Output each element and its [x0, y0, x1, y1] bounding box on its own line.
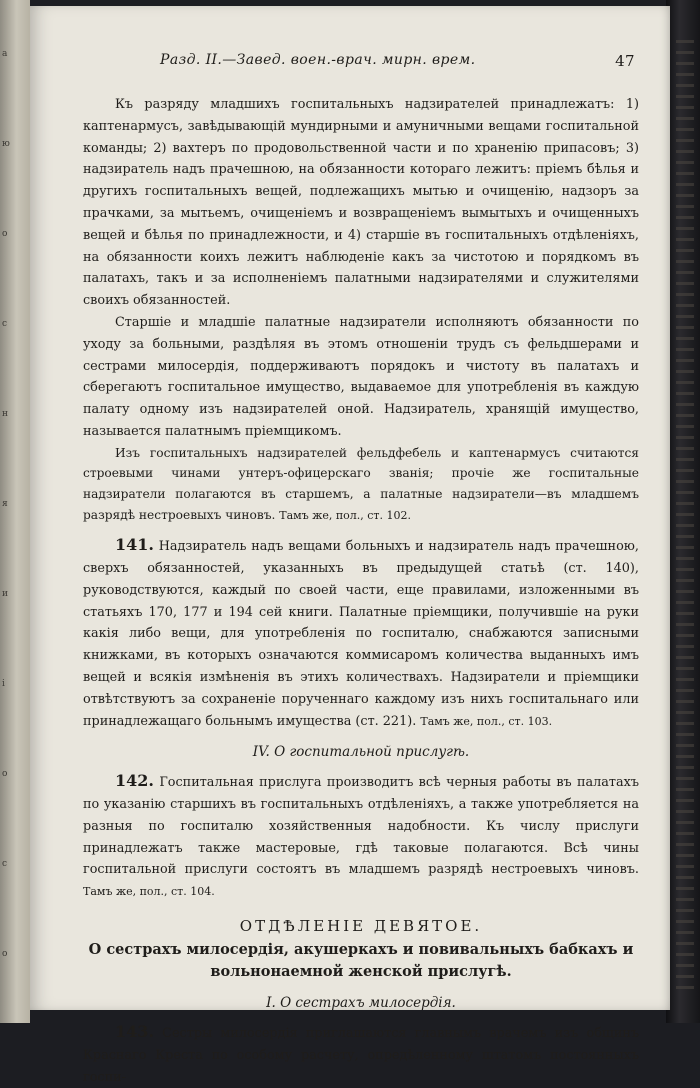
running-head-title: Разд. II.—Завед. воен.-врач. мирн. врем. [160, 52, 476, 68]
article-text: Надзиратель надъ вещами больныхъ и надзиратель надъ прачешною, сверхъ обязанностей, указанныхъ въ предыдущей статьѣ (ст. 140), руководствуются, каждый по своей части, еще правилами, изложенными въ статьяхъ 170, 177 и 194 сей книги. Палатные пріемщики, получившіе на руки какія либо вещи, для употребленія по госпиталю, снабжаются записными книжками, въ которыхъ означаются коммисаромъ количества выданныхъ имъ вещей и всякія измѣненія въ этихъ количествахъ. Надзиратели и пріемщики отвѣтствуютъ за сохраненіе порученнаго каждому изъ нихъ госпитальнаго или принадлежащаго больнымъ имущества (ст. 221). [83, 539, 639, 729]
paragraph-ranks [83, 443, 639, 526]
book-page [30, 6, 670, 1085]
left-page-letter: а [2, 49, 8, 59]
article-143 [83, 1021, 639, 1088]
section-title: ОТДѢЛЕНІЕ ДЕВЯТОЕ. [239, 917, 483, 936]
left-page-letter: ю [2, 139, 10, 149]
left-page-letter: н [2, 409, 8, 419]
left-page-letter: и [2, 589, 8, 599]
left-page-letter: с [2, 859, 8, 869]
left-page-letter: о [2, 229, 8, 239]
left-page-letter: і [2, 679, 5, 689]
running-head [160, 52, 635, 70]
article-text: Госпитальная прислуга производитъ всѣ черныя работы въ палатахъ по указанію старшихъ въ госпитальныхъ отдѣленіяхъ, а также употребляется на разныя по госпиталю хозяйственныя надобности. Къ числу прислуги принадлежатъ также мастеровые, гдѣ таковые полагаются. Всѣ чины госпитальной прислуги состоятъ въ младшемъ разрядѣ нестроевыхъ чиновъ. [83, 775, 639, 878]
section-subtitle: О сестрахъ милосердія, акушеркахъ и повивальныхъ бабкахъ и вольнонаемной женской прислугѣ. [88, 941, 634, 981]
subsection-heading: I. О сестрахъ милосердія. [266, 995, 456, 1012]
article-141 [83, 534, 639, 732]
page-number: 47 [615, 52, 635, 70]
spine-texture [676, 40, 694, 990]
left-page-letter: я [2, 499, 8, 509]
citation: Тамъ же, пол., ст. 103. [420, 714, 553, 728]
article-142 [83, 770, 639, 903]
citation: Тамъ же, пол., ст. 102. [279, 508, 411, 522]
left-page-letter: с [2, 319, 8, 329]
article-number: 143. [115, 1022, 154, 1042]
book-spine [666, 0, 700, 1023]
paragraph-ranks-text: Изъ госпитальныхъ надзирателей фельдфебель и каптенармусъ считаются строевыми чинами унтеръ-офицерскаго званія; прочіе же госпитальные надзиратели полагаются въ старшемъ, а палатные надзиратели—въ младшемъ разрядѣ нестроевыхъ чиновъ. [83, 445, 639, 522]
adjacent-left-page [0, 0, 30, 1023]
paragraph-junior-supervisors: Къ разряду младшихъ госпитальныхъ надзирателей принадлежатъ: 1) каптенармусъ, завѣдывающій мундирными и амуничными вещами госпитальной команды; 2) вахтеръ по продовольственной части и по храненію припасовъ; 3) надзиратель надъ прачешною, на обязанности котораго лежитъ: пріемъ бѣлья и другихъ госпитальныхъ вещей, подлежащихъ мытью и очищенію, надзоръ за прачками, за мытьемъ, очищеніемъ и возвращеніемъ вымытыхъ и очищенныхъ вещей и бѣлья по принадлежности, и 4) старшіе въ госпитальныхъ отдѣленіяхъ, на обязанности коихъ лежитъ наблюденіе какъ за чистотою и порядкомъ въ палатахъ, такъ и за исполненіемъ палатными надзирателями и служителями своихъ обязанностей. [83, 97, 639, 309]
citation: Тамъ же, пол., ст. 104. [83, 885, 215, 899]
left-page-letter: о [2, 769, 8, 779]
left-page-letter: о [2, 949, 8, 959]
article-number: 142. [115, 771, 154, 791]
page-body [83, 94, 639, 1088]
article-text: Сестры милосердія приглашаются главнымъ врачемъ изъ общинъ Краснаго Креста по особому расчету, опредѣленному штатомъ постоянныхъ госпи- [83, 1026, 639, 1085]
article-number: 141. [115, 535, 154, 555]
subsection-heading: IV. О госпитальной прислугѣ. [252, 744, 470, 761]
paragraph-ward-supervisors: Старшіе и младшіе палатные надзиратели исполняютъ обязанности по уходу за больными, раздѣляя въ этомъ отношеніи трудъ съ фельдшерами и сестрами милосердія, поддерживаютъ порядокъ и чистоту въ палатахъ и сберегаютъ госпитальное имущество, выдаваемое для употребленія въ каждую палату одному изъ надзирателей оной. Надзиратель, хранящій имущество, называется палатнымъ пріемщикомъ. [83, 314, 639, 439]
